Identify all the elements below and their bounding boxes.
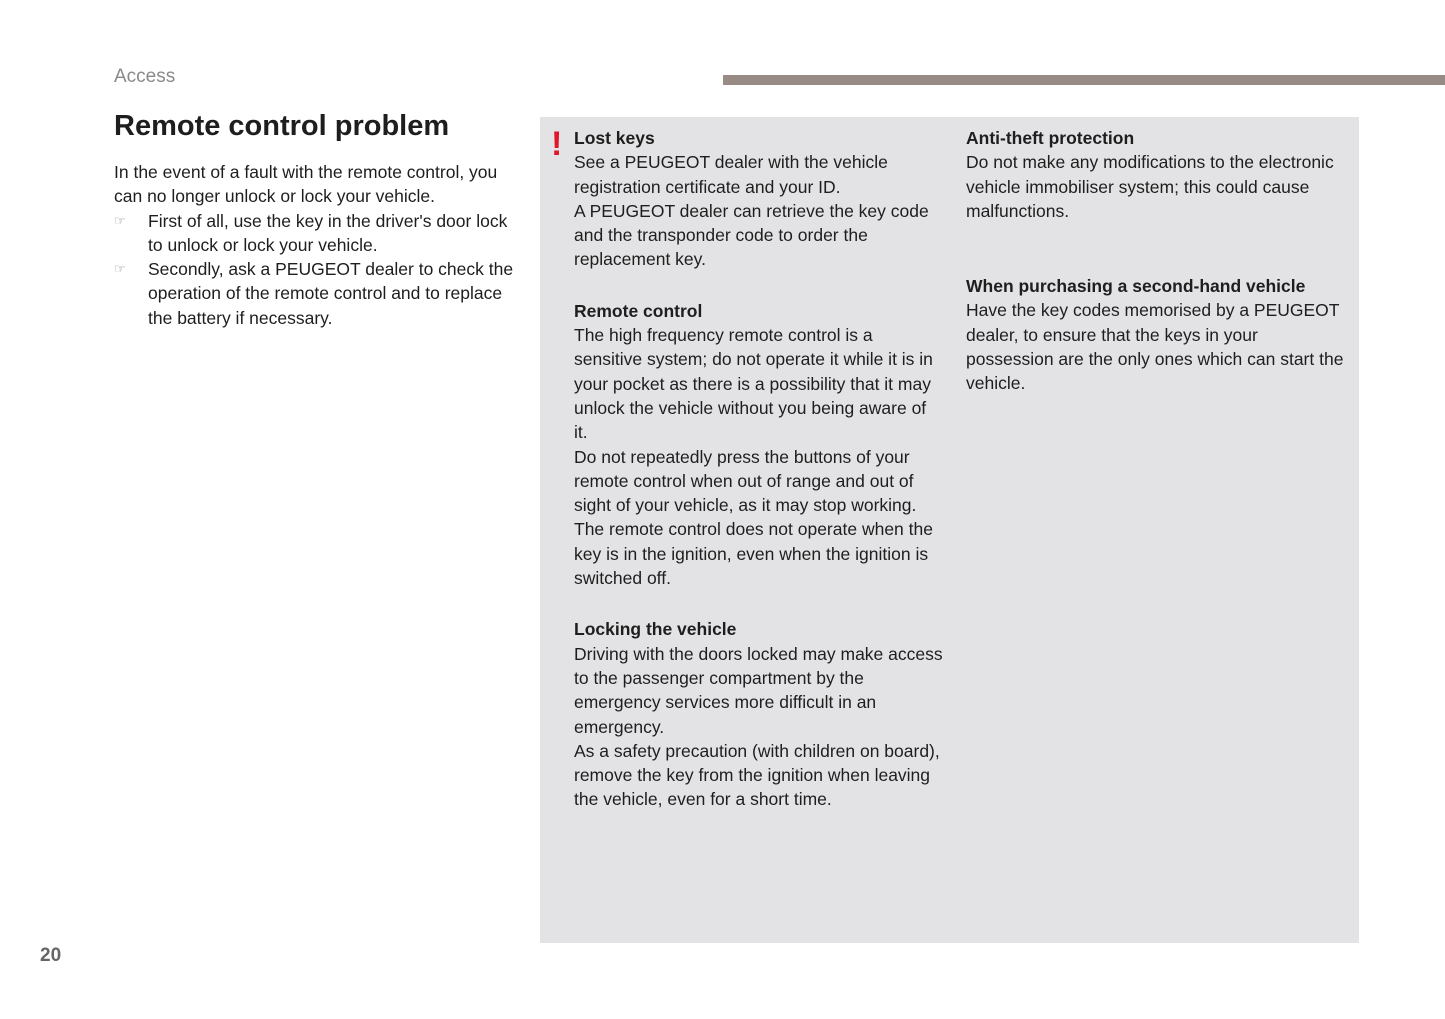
- lost-keys-block: [574, 126, 944, 272]
- block-paragraph: Driving with the doors locked may make access to the passenger compartment by the emergency services more difficult in an emergency.: [574, 643, 943, 737]
- bullet-item: [114, 257, 514, 330]
- page-title: Remote control problem: [114, 110, 450, 142]
- block-paragraph: A PEUGEOT dealer can retrieve the key code and the transponder code to order the replacement key.: [574, 200, 929, 270]
- block-paragraph: Do not repeatedly press the buttons of your remote control when out of range and out of sight of your vehicle, as it may stop working.: [574, 446, 917, 516]
- panel-column-right: [966, 126, 1346, 423]
- block-paragraph: Have the key codes memorised by a PEUGEOT dealer, to ensure that the keys in your possession are the only ones which can start the vehicle.: [966, 300, 1344, 394]
- block-heading: Locking the vehicle: [574, 619, 737, 640]
- block-paragraph: Do not make any modifications to the electronic vehicle immobiliser system; this could cause malfunctions.: [966, 152, 1334, 221]
- block-paragraph: As a safety precaution (with children on board), remove the key from the ignition when leaving the vehicle, even for a short time.: [574, 740, 940, 810]
- header-bar: [723, 75, 1445, 85]
- bullet-list: [114, 209, 514, 330]
- page-number: 20: [40, 945, 62, 966]
- block-heading: Anti-theft protection: [966, 128, 1135, 148]
- bullet-item: [114, 209, 514, 258]
- block-heading: Remote control: [574, 300, 703, 321]
- intro-section: [114, 160, 514, 330]
- block-paragraph: The high frequency remote control is a sensitive system; do not operate it while it is in your pocket as there is a possibility that it may unlock the vehicle without you being aware of it.: [574, 325, 933, 443]
- block-paragraph: See a PEUGEOT dealer with the vehicle registration certificate and your ID.: [574, 152, 888, 197]
- block-heading: Lost keys: [574, 128, 655, 148]
- bullet-text: First of all, use the key in the driver's door lock to unlock or lock your vehicle.: [148, 210, 508, 255]
- block-paragraph: The remote control does not operate when the key is in the ignition, even when the ignition is switched off.: [574, 519, 933, 589]
- pointing-hand-icon: ☞: [114, 212, 126, 228]
- pointing-hand-icon: ☞: [114, 261, 126, 277]
- block-heading: When purchasing a second-hand vehicle: [966, 276, 1306, 297]
- panel-column-left: [574, 126, 944, 839]
- locking-vehicle-block: [574, 617, 944, 811]
- anti-theft-block: [966, 126, 1346, 223]
- bullet-text: Secondly, ask a PEUGEOT dealer to check the operation of the remote control and to replace the battery if necessary.: [148, 259, 514, 328]
- second-hand-vehicle-block: [966, 274, 1346, 395]
- intro-text: In the event of a fault with the remote control, you can no longer unlock or lock your vehicle.: [114, 162, 498, 207]
- remote-control-block: [574, 299, 944, 591]
- warning-exclamation-icon: !: [551, 125, 563, 163]
- section-label: Access: [114, 66, 176, 87]
